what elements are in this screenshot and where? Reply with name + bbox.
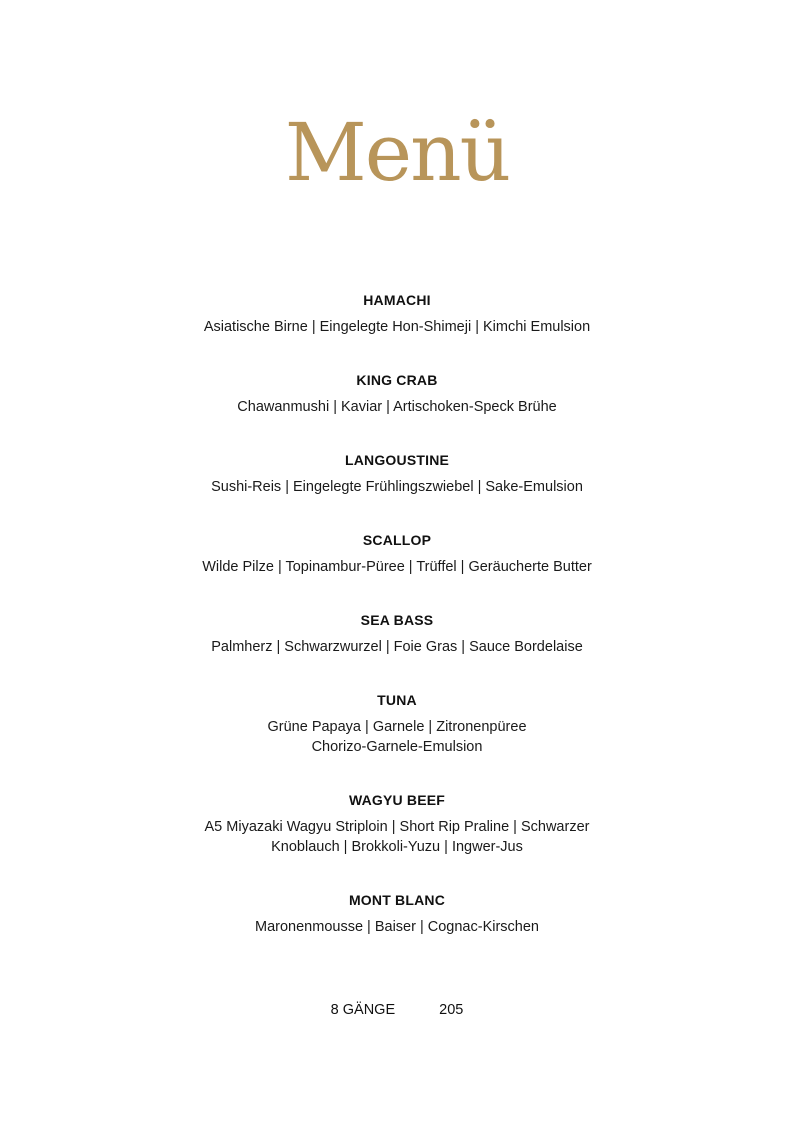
menu-price: 205 — [439, 1002, 464, 1018]
course-name: KING CRAB — [356, 372, 438, 388]
menu-footer — [0, 1000, 794, 1020]
course-name: HAMACHI — [363, 292, 431, 308]
course-name: SEA BASS — [360, 612, 434, 628]
course-name: LANGOUSTINE — [344, 452, 450, 468]
course-item — [0, 370, 794, 417]
courses-count-label: 8 GÄNGE — [330, 1002, 396, 1018]
course-name: SCALLOP — [362, 532, 432, 548]
course-item — [0, 450, 794, 497]
course-item — [0, 610, 794, 657]
course-name: TUNA — [377, 692, 417, 708]
course-item — [0, 790, 794, 857]
course-item — [0, 690, 794, 757]
course-description: A5 Miyazaki Wagyu Striploin | Short Rip Praline | Schwarzer Knoblauch | Brokkoli-Yuzu | Ingwer-Jus — [204, 819, 590, 855]
course-description: Chawanmushi | Kaviar | Artischoken-Speck Brühe — [237, 399, 557, 415]
course-description: Asiatische Birne | Eingelegte Hon-Shimeji | Kimchi Emulsion — [203, 319, 591, 335]
course-item — [0, 290, 794, 337]
course-description: Wilde Pilze | Topinambur-Püree | Trüffel | Geräucherte Butter — [202, 559, 592, 575]
menu-title: Menü — [284, 106, 510, 199]
course-description: Palmherz | Schwarzwurzel | Foie Gras | Sauce Bordelaise — [211, 639, 583, 655]
course-list — [0, 290, 794, 970]
course-description: Sushi-Reis | Eingelegte Frühlingszwiebel | Sake-Emulsion — [211, 479, 583, 495]
course-name: MONT BLANC — [348, 892, 446, 908]
course-name: WAGYU BEEF — [348, 792, 446, 808]
course-description: Maronenmousse | Baiser | Cognac-Kirschen — [255, 919, 539, 935]
course-item — [0, 530, 794, 577]
course-item — [0, 890, 794, 937]
course-description: Grüne Papaya | Garnele | Zitronenpüree Chorizo-Garnele-Emulsion — [267, 719, 527, 755]
